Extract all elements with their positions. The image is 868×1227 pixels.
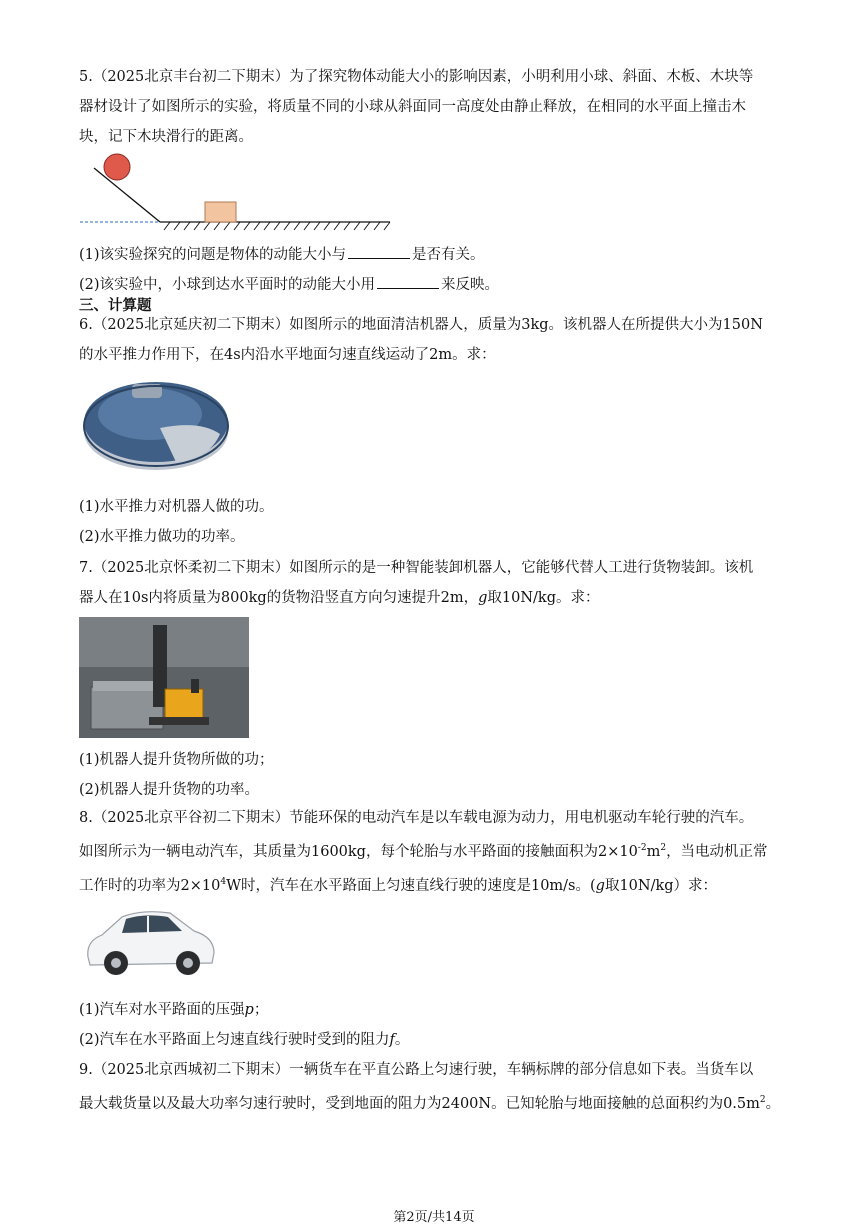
q5-line-3: 块，记下木块滑行的距离。 <box>79 129 253 145</box>
loading-robot-image <box>79 617 249 738</box>
q5-stem <box>79 62 791 152</box>
q5-sub-2: (2)该实验中，小球到达水平面时的动能大小用 来反映。 <box>79 277 500 293</box>
cleaning-robot-image <box>80 370 232 476</box>
electric-car-image <box>82 905 218 985</box>
q9-stem <box>79 1055 791 1119</box>
page-footer: 第2页/共14页 <box>393 1210 475 1225</box>
wooden-block-icon <box>205 202 236 222</box>
q8-line-1: 8.（2025北京平谷初二下期末）节能环保的电动汽车是以车载电源为动力，用电机驱动车轮行驶的汽车。 <box>79 810 754 826</box>
q7-stem <box>79 553 791 613</box>
q8-stem <box>79 803 791 901</box>
q9-line-1: 9.（2025北京西城初二下期末）一辆货车在平直公路上匀速行驶，车辆标牌的部分信息如下表。当货车以 <box>79 1062 754 1078</box>
q6-sub-2: (2)水平推力做功的功率。 <box>79 529 245 545</box>
q6-sub-1: (1)水平推力对机器人做的功。 <box>79 499 274 515</box>
q8-line-3: 工作时的功率为$2\times 10^4W$时，汽车在水平路面上匀速直线行驶的速度是10m/s。(g取10N/kg）求： <box>79 876 718 894</box>
q5-sub-1: (1)该实验探究的问题是物体的动能大小与 是否有关。 <box>79 247 485 263</box>
q7-subquestions <box>79 745 791 805</box>
q6-line-1: 6.（2025北京延庆初二下期末）如图所示的地面清洁机器人，质量为3kg。该机器人在所提供大小为150N <box>79 317 763 333</box>
q7-sub-2: (2)机器人提升货物的功率。 <box>79 782 260 798</box>
q8-sub-2: (2)汽车在水平路面上匀速直线行驶时受到的阻力f。 <box>79 1032 410 1048</box>
q6-line-2: 的水平推力作用下，在4s内沿水平地面匀速直线运动了2m。求： <box>79 347 496 363</box>
q8-sub-1: (1)汽车对水平路面的压强p； <box>79 1002 269 1018</box>
q5-subquestions <box>79 240 791 300</box>
q8-subquestions <box>79 995 791 1055</box>
section-heading: 三、计算题 <box>79 298 152 314</box>
q7-sub-1: (1)机器人提升货物所做的功； <box>79 752 274 768</box>
answer-blank[interactable] <box>348 246 410 259</box>
q6-subquestions <box>79 492 791 552</box>
q5-line-1: 5.（2025北京丰台初二下期末）为了探究物体动能大小的影响因素，小明利用小球、斜面、木板、木块等 <box>79 69 754 85</box>
answer-blank[interactable] <box>377 276 439 289</box>
incline-ramp-figure <box>80 150 400 235</box>
q6-stem <box>79 310 791 370</box>
q5-line-2: 器材设计了如图所示的实验，将质量不同的小球从斜面同一高度处由静止释放，在相同的水平面上撞击木 <box>79 99 746 115</box>
q9-line-2: 最大载货量以及最大功率匀速行驶时，受到地面的阻力为2400N。已知轮胎与地面接触的总面积约为$0.5m^2$。 <box>79 1095 781 1112</box>
q8-line-2: 如图所示为一辆电动汽车，其质量为1600kg，每个轮胎与水平路面的接触面积为$2\times 10^{-2}m^2$，当电动机正常 <box>79 843 768 860</box>
q7-line-1: 7.（2025北京怀柔初二下期末）如图所示的是一种智能装卸机器人，它能够代替人工进行货物装卸。该机 <box>79 560 754 576</box>
q7-line-2: 器人在10s内将质量为800kg的货物沿竖直方向匀速提升2m，g取10N/kg。求： <box>79 590 600 606</box>
ball-icon <box>104 154 130 180</box>
